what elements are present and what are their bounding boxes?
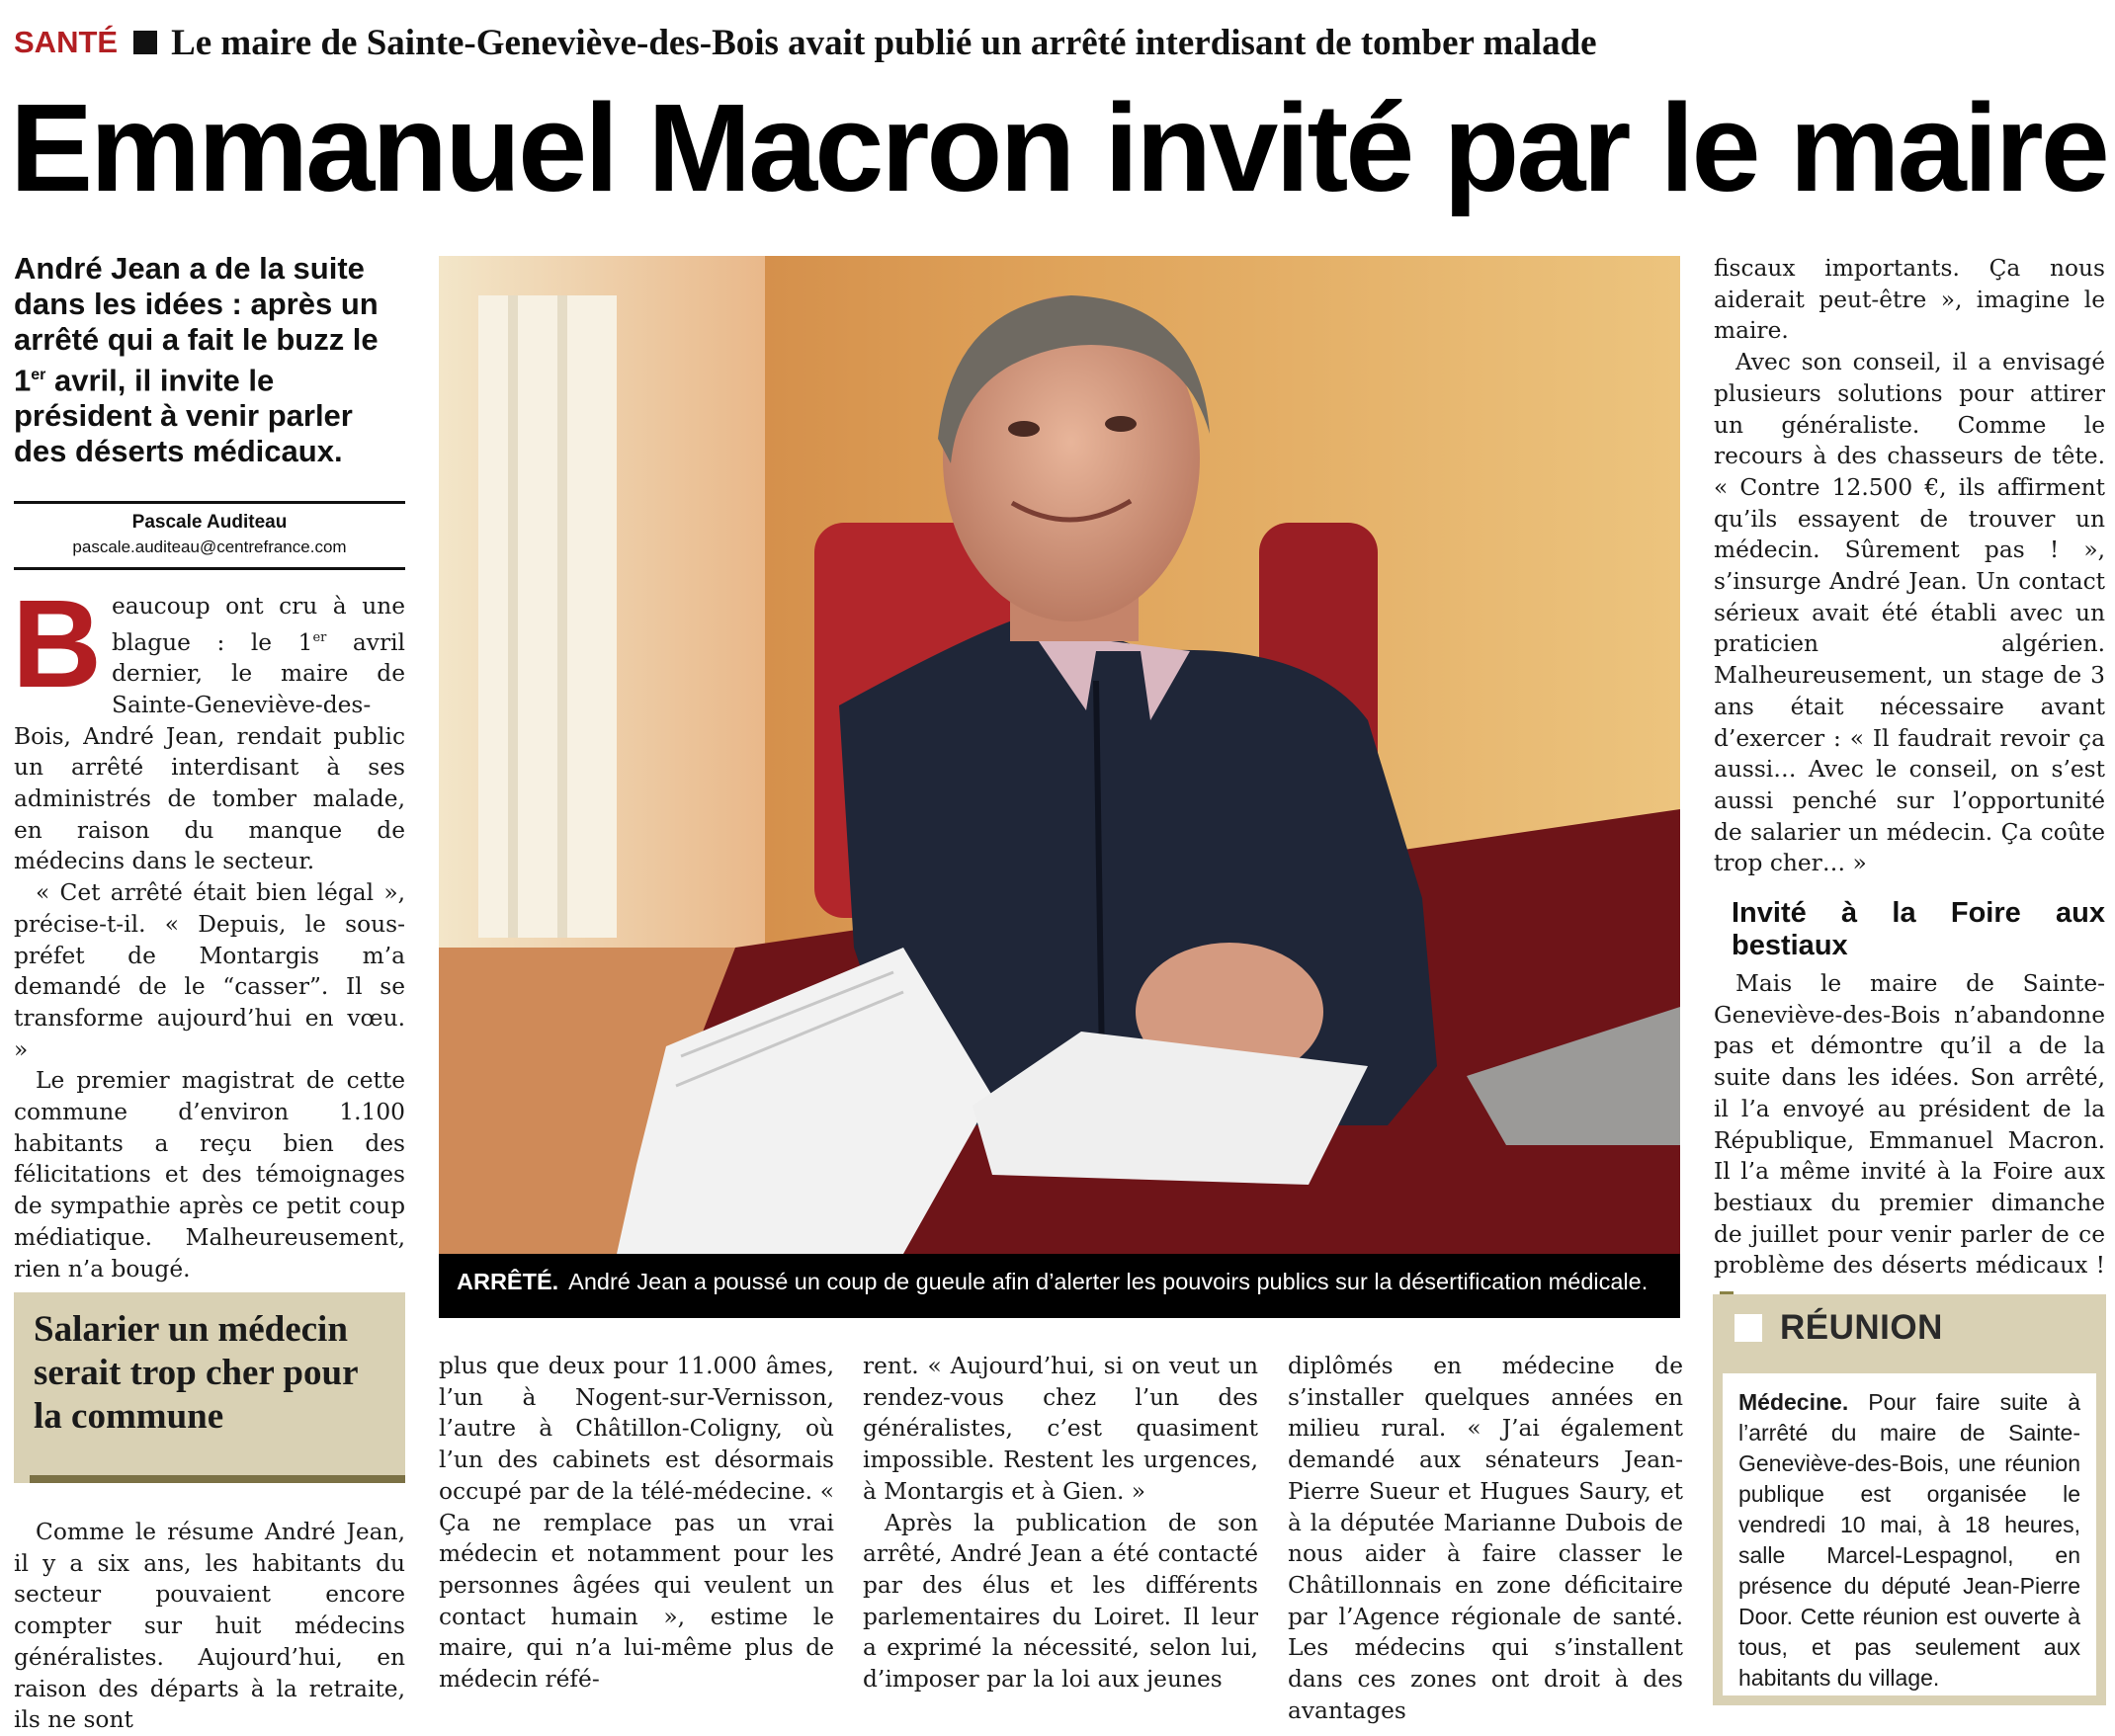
mid3-paragraph: diplômés en médecine de s’installer quelques années en milieu rural. « J’ai également demandé aux sénateurs Jean-Pierre Sueur et Hugues Saury, et à la députée Marianne Dubois de nous aider à faire classer le Châtillonnais en zone déficitaire par l’Agence régionale de santé. Les médecins qui s’installent dans ces zones ont droit à des avantages — [1288, 1353, 1683, 1724]
chapo — [14, 251, 409, 469]
info-box-body — [1723, 1373, 2096, 1695]
info-box-header — [1734, 1308, 1943, 1348]
kicker-text: Le maire de Sainte-Geneviève-des-Bois avait publié un arrêté interdisant de tomber malade — [171, 22, 1597, 63]
square-bullet-icon — [133, 31, 157, 54]
mid1-paragraph: plus que deux pour 11.000 âmes, l’un à Nogent-sur-Vernisson, l’autre à Châtillon-Coligny, où l’un des cabinets est désormais occupé par de la télé-médecine. « Ça ne remplace pas un vrai médecin et notamment pour les personnes âgées qui veulent un contact humain », estime le maire, qui n’a lui-même plus de médecin réfé- — [439, 1353, 834, 1694]
info-box-text — [1723, 1373, 2096, 1694]
photo-caption — [457, 1266, 1672, 1297]
rubric-label: SANTÉ — [14, 25, 119, 59]
author-email[interactable]: pascale.auditeau@centrefrance.com — [72, 537, 347, 556]
intro-p1-b: avril dernier, le maire de Sainte-Geneviève-des-Bois, André Jean, rendait public un arrêté interdisant à ses administrés de tomber malade, en raison du manque de médecins dans le secteur. — [14, 628, 405, 875]
right-paragraph-1: fiscaux importants. Ça nous aiderait peut-être », imagine le maire. — [1714, 255, 2105, 345]
intro-paragraph-3: Le premier magistrat de cette commune d’environ 1.100 habitants a reçu bien des félicitations et des témoignages de sympathie après ce petit coup médiatique. Malheureusement, rien n’a bougé. — [14, 1067, 405, 1282]
left-bottom-paragraph: Comme le résume André Jean, il y a six ans, les habitants du secteur pouvaient encore compter sur huit médecins généralistes. Aujourd’hui, en raison des départs à la retraite, ils ne sont — [14, 1519, 405, 1734]
caption-label: ARRÊTÉ. — [457, 1269, 559, 1294]
info-box-content: Pour faire suite à l’arrêté du maire de Sainte-Geneviève-des-Bois, une réunion publique est organisée le vendredi 10 mai, à 18 heures, salle Marcel-Lespagnol, en présence du député Jean-Pierre Door. Cette réunion est ouverte à tous, et pas seulement aux habitants du village. — [1738, 1389, 2080, 1691]
kicker — [14, 20, 1597, 65]
dropcap: B — [12, 574, 102, 713]
column-mid-1 — [439, 1351, 834, 1695]
photo-illustration — [439, 256, 1680, 1254]
sidebox — [14, 1292, 405, 1483]
right-subhead: Invité à la Foire aux bestiaux — [1732, 897, 2105, 962]
column-mid-3 — [1288, 1351, 1683, 1726]
mid2-paragraph-1: rent. « Aujourd’hui, si on veut un rendez-vous chez l’un des généralistes, c’est quasiment impossible. Restent les urgences, à Montargis et à Gien. » — [863, 1353, 1258, 1505]
sidebox-rule — [30, 1475, 405, 1483]
left-bottom-text — [14, 1517, 405, 1736]
chapo-text-a: André Jean a de la suite dans les idées : après un arrêté qui a fait le buzz le 1 — [14, 251, 379, 398]
sidebox-title: Salarier un médecin serait trop cher pour la commune — [34, 1309, 358, 1437]
chapo-sup: er — [31, 367, 46, 383]
caption-text: André Jean a poussé un coup de gueule afin d’alerter les pouvoirs publics sur la désertification médicale. — [568, 1269, 1649, 1294]
column-mid-2 — [863, 1351, 1258, 1695]
info-box — [1713, 1294, 2106, 1705]
column-right — [1714, 253, 2105, 1313]
mid2-paragraph-2: Après la publication de son arrêté, André Jean a été contacté par des élus et les différents parlementaires du Loiret. Il leur a exprimé la nécessité, selon lui, d’imposer par la loi aux jeunes — [863, 1509, 1258, 1694]
right-paragraph-3 — [1714, 968, 2105, 1313]
intro-text — [12, 574, 405, 1284]
author-name: Pascale Auditeau — [131, 512, 288, 533]
intro-p1-a: eaucoup ont cru à une blague : le 1 — [112, 593, 405, 656]
article-photo — [439, 256, 1680, 1318]
info-box-title: RÉUNION — [1780, 1308, 1943, 1347]
square-icon — [1734, 1314, 1762, 1342]
intro-paragraph-1 — [12, 574, 405, 877]
right-paragraph-2: Avec son conseil, il a envisagé plusieurs solutions pour attirer un généraliste. Comme le recours à des chasseurs de tête. « Contre 12.500 €, ils affirment qu’ils essayent de trouver un médecin. Sûrement pas ! », s’insurge André Jean. Un contact sérieux avait été établi avec un praticien algérien. Malheureusement, un stage de 3 ans était nécessaire avant d’exercer : « Il faudrait revoir ça aussi… Avec le conseil, on s’est aussi penché sur l’opportunité de salarier un médecin. Ça coûte trop cher… » — [1714, 349, 2105, 877]
byline — [14, 501, 405, 570]
chapo-text-b: avril, il invite le président à venir parler des déserts médicaux. — [14, 363, 353, 469]
intro-paragraph-2: « Cet arrêté était bien légal », précise-t-il. « Depuis, le sous-préfet de Montargis m’a demandé de le “casser”. Il se transforme aujourd’hui en vœu. » — [14, 879, 405, 1063]
right-p3-text: Mais le maire de Sainte-Geneviève-des-Bois n’abandonne pas et démontre qu’il a de la suite dans les idées. Son arrêté, il l’a envoyé au président de la République, Emmanuel Macron. Il l’a même invité à la Foire aux bestiaux du premier dimanche de juillet pour venir parler de ce problème des déserts médicaux ! — [1714, 970, 2105, 1280]
info-box-lead: Médecine. — [1738, 1389, 1849, 1415]
headline: Emmanuel Macron invité par le maire — [10, 78, 2107, 217]
intro-p1-sup: er — [312, 629, 327, 645]
